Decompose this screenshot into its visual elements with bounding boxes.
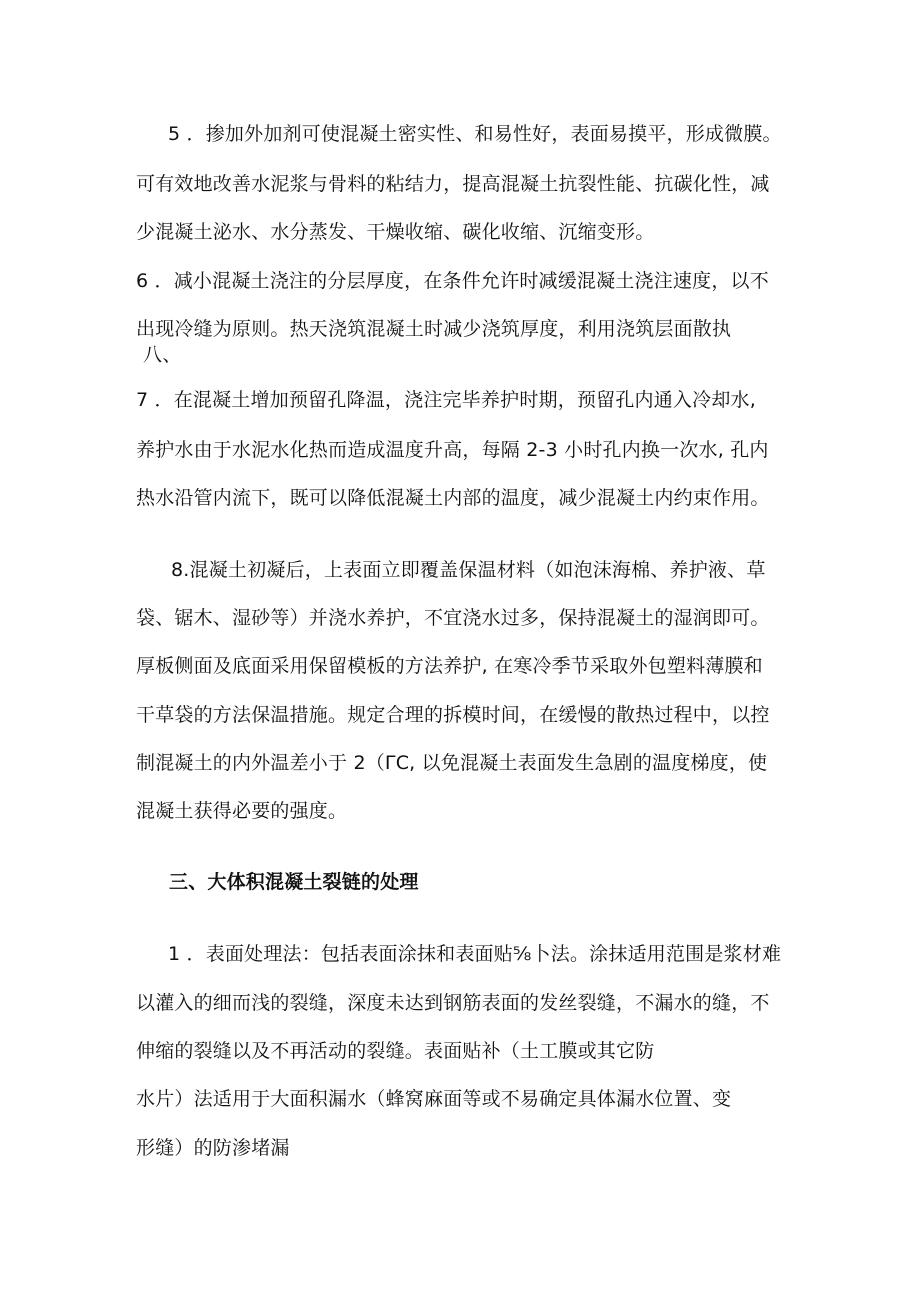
- item1-line4: 水片）法适用于大面积漏水（蜂窝麻面等或不易确定具体漏水位置、变: [136, 1088, 732, 1110]
- para5-line3: 少混凝土泌水、水分蒸发、干燥收缩、碳化收缩、沉缩变形。: [136, 221, 655, 243]
- para5-line2: 可有效地改善水泥浆与骨料的粘结力，提高混凝土抗裂性能、抗碳化性，减: [136, 173, 770, 195]
- para6-line3: 八、: [143, 344, 182, 366]
- item1-line5: 形缝）的防渗堵漏: [136, 1137, 290, 1159]
- para8-line5: 制混凝土的内外温差小于 2（ΓC, 以免混凝土表面发生急剧的温度梯度，使: [136, 752, 768, 774]
- item1-line2: 以灌入的细而浅的裂缝，深度未达到钢筋表面的发丝裂缝，不漏水的缝，不: [136, 992, 770, 1014]
- para8-line4: 干草袋的方法保温措施。规定合理的拆模时间，在缓慢的散热过程中，以控: [136, 704, 770, 726]
- para8-line3: 厚板侧面及底面采用保留模板的方法养护, 在寒冷季节采取外包塑料薄膜和: [136, 655, 763, 677]
- para7-line3: 热水沿管内流下，既可以降低混凝土内部的温度，减少混凝土内约束作用。: [136, 487, 770, 509]
- para6-line1: 6 ．减小混凝土浇注的分层厚度，在条件允许时减缓混凝土浇注速度，以不: [136, 270, 769, 292]
- para8-line2: 袋、锯木、湿砂等）并浇水养护，不宜浇水过多，保持混凝土的湿润即可。: [136, 607, 770, 629]
- para8-line6: 混凝土获得必要的强度。: [136, 800, 348, 822]
- item1-line1: 1 ．表面处理法：包括表面涂抹和表面贴⅝卜法。涂抹适用范围是浆材难: [168, 943, 782, 965]
- para5-line1: 5 ．掺加外加剂可使混凝土密实性、和易性好，表面易摸平，形成微膜。: [168, 123, 782, 145]
- section-heading: 三、大体积混凝土裂链的处理: [169, 871, 419, 893]
- para6-line2: 出现冷缝为原则。热天浇筑混凝土时减少浇筑厚度，利用浇筑层面散执: [136, 318, 732, 340]
- para8-line1: 8.混凝土初凝后，上表面立即覆盖保温材料（如泡沫海棉、养护液、草: [171, 559, 766, 581]
- item1-line3: 伸缩的裂缝以及不再活动的裂缝。表面贴补（土工膜或其它防: [136, 1040, 655, 1062]
- para7-line2: 养护水由于水泥水化热而造成温度升高，每隔 2-3 小时孔内换一次水, 孔内: [136, 439, 769, 461]
- para7-line1: 7 ．在混凝土增加预留孔降温，浇注完毕养护时期，预留孔内通入冷却水,: [136, 389, 756, 411]
